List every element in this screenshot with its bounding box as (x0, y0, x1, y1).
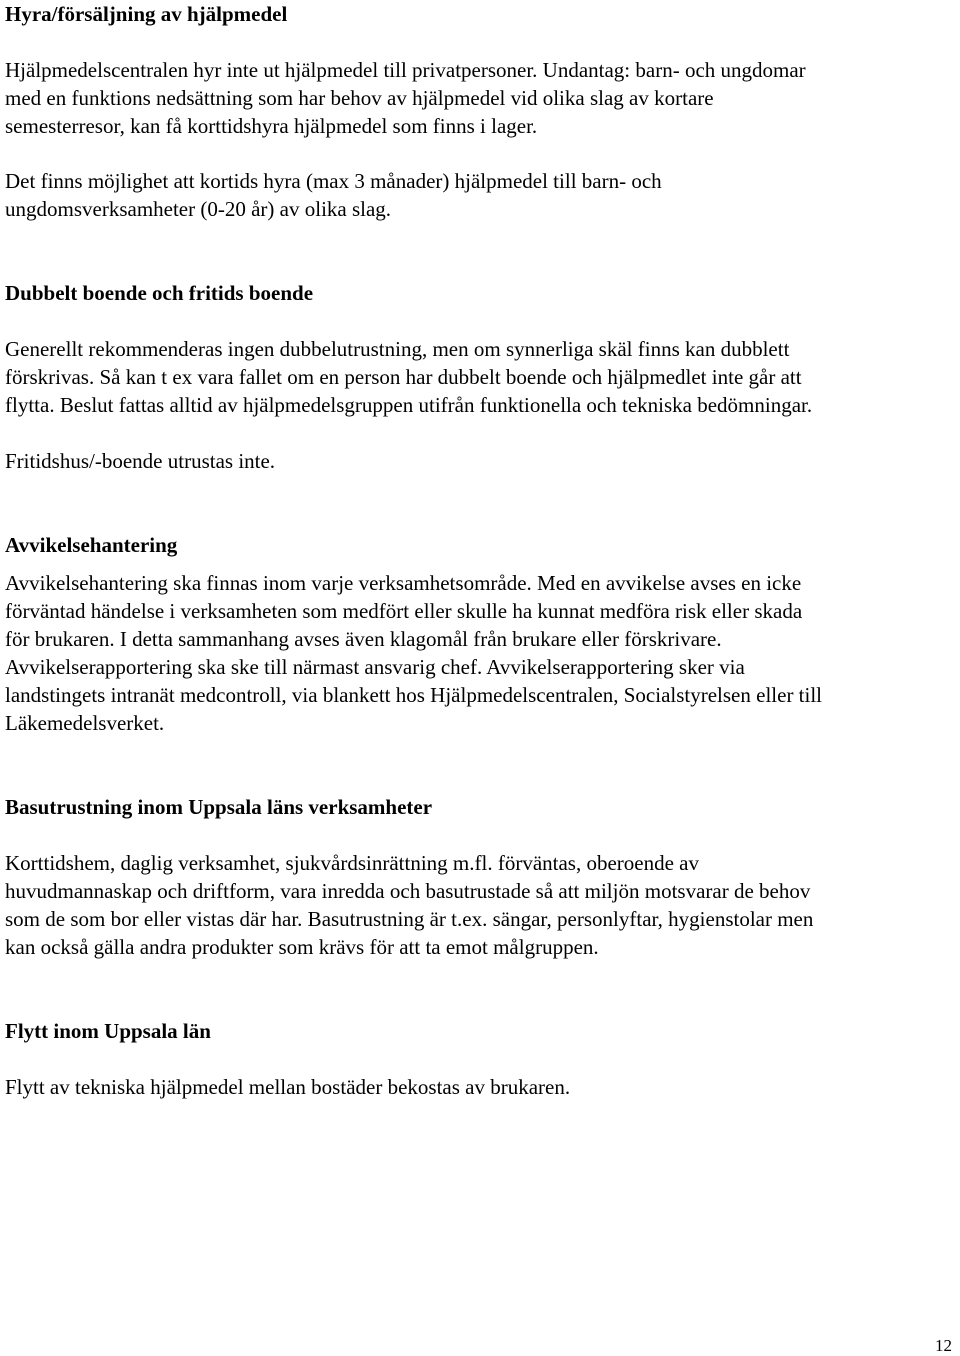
section-heading: Dubbelt boende och fritids boende (5, 281, 314, 305)
section-heading: Basutrustning inom Uppsala läns verksamheter (5, 795, 433, 819)
paragraph-line: förväntad händelse i verksamheten som medfört eller skulle ha kunnat medföra risk eller skada (5, 599, 803, 623)
paragraph-line: som de som bor eller vistas där har. Basutrustning är t.ex. sängar, personlyftar, hygienstolar men (5, 907, 814, 931)
section-heading: Hyra/försäljning av hjälpmedel (5, 2, 288, 26)
paragraph-line: Det finns möjlighet att kortids hyra (max 3 månader) hjälpmedel till barn- och (5, 169, 662, 193)
paragraph-line: semesterresor, kan få korttidshyra hjälpmedel som finns i lager. (5, 114, 538, 138)
paragraph-line: Hjälpmedelscentralen hyr inte ut hjälpmedel till privatpersoner. Undantag: barn- och ungdomar (5, 58, 806, 82)
paragraph-line: Flytt av tekniska hjälpmedel mellan bostäder bekostas av brukaren. (5, 1075, 571, 1099)
paragraph-line: för brukaren. I detta sammanhang avses även klagomål från brukare eller förskrivare. (5, 627, 722, 651)
page-number: 12 (935, 1336, 952, 1355)
paragraph-line: med en funktions nedsättning som har behov av hjälpmedel vid olika slag av kortare (5, 86, 714, 110)
paragraph-line: flytta. Beslut fattas alltid av hjälpmedelsgruppen utifrån funktionella och tekniska bedömningar. (5, 393, 813, 417)
section-heading: Avvikelsehantering (5, 533, 178, 557)
paragraph-line: Generellt rekommenderas ingen dubbelutrustning, men om synnerliga skäl finns kan dubblett (5, 337, 790, 361)
paragraph-line: Avvikelsehantering ska finnas inom varje verksamhetsområde. Med en avvikelse avses en icke (5, 571, 802, 595)
paragraph-line: Fritidshus/-boende utrustas inte. (5, 449, 276, 473)
paragraph-line: ungdomsverksamheter (0-20 år) av olika slag. (5, 197, 392, 221)
paragraph-line: Avvikelserapportering ska ske till närmast ansvarig chef. Avvikelserapportering sker via (5, 655, 745, 679)
paragraph-line: kan också gälla andra produkter som krävs för att ta emot målgruppen. (5, 935, 599, 959)
paragraph-line: förskrivas. Så kan t ex vara fallet om en person har dubbelt boende och hjälpmedlet inte går att (5, 365, 802, 389)
paragraph-line: huvudmannaskap och driftform, vara inredda och basutrustade så att miljön motsvarar de behov (5, 879, 811, 903)
paragraph-line: Korttidshem, daglig verksamhet, sjukvårdsinrättning m.fl. förväntas, oberoende av (5, 851, 699, 875)
paragraph-line: Läkemedelsverket. (5, 711, 165, 735)
section-heading: Flytt inom Uppsala län (5, 1019, 211, 1043)
paragraph-line: landstingets intranät medcontroll, via blankett hos Hjälpmedelscentralen, Socialstyrelsen eller till (5, 683, 823, 707)
